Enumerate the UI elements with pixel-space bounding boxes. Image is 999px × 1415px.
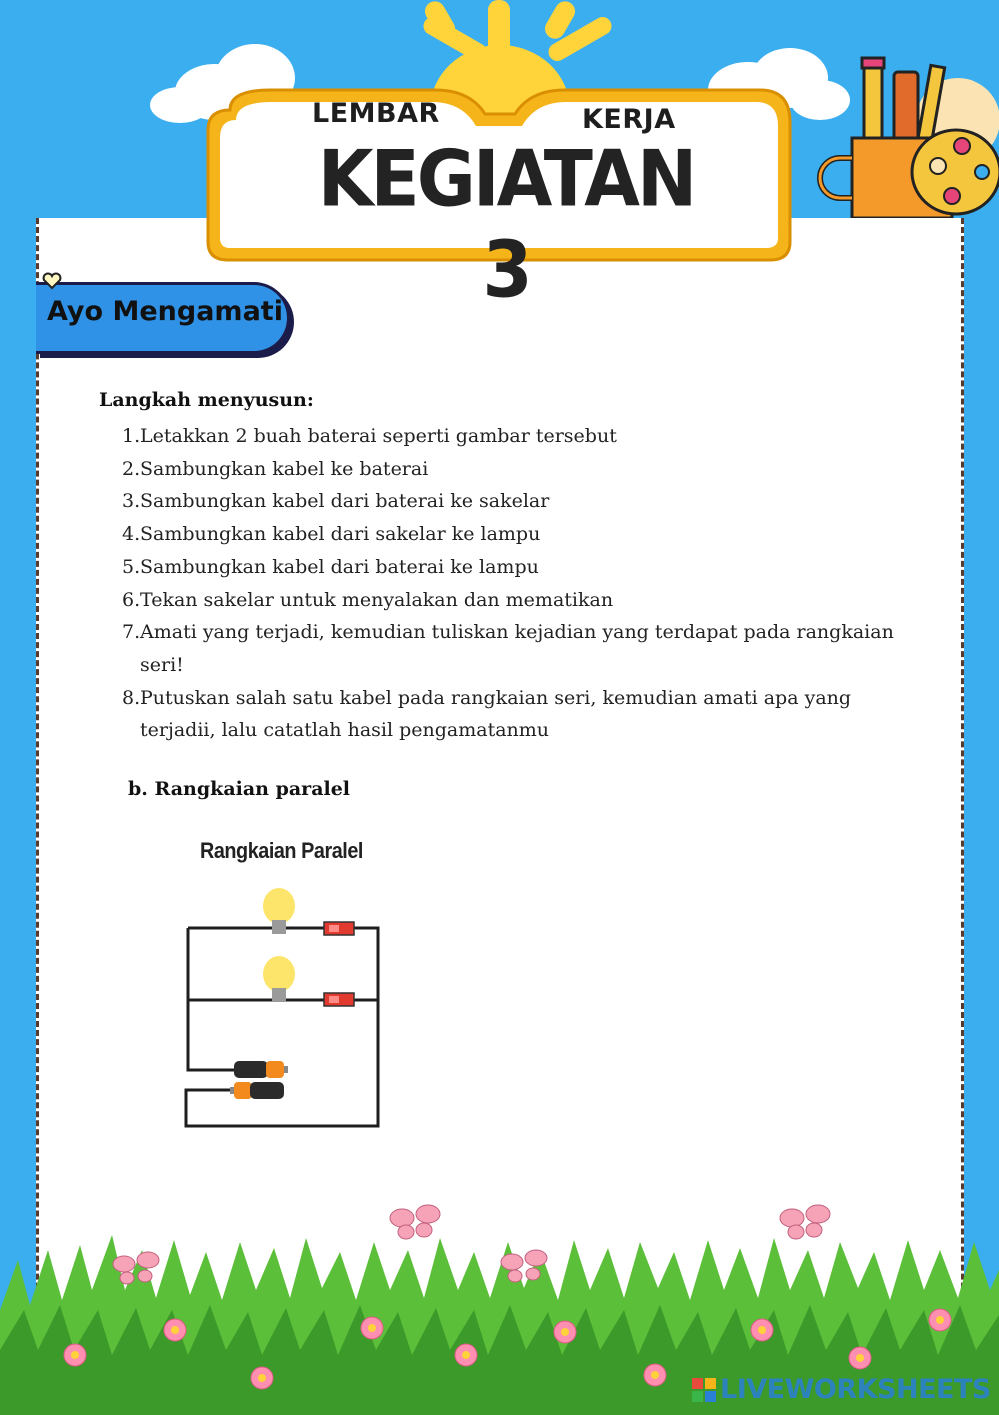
section-tab-label: Ayo Mengamati [47, 296, 283, 327]
step-text: Sambungkan kabel dari baterai ke lampu [140, 555, 539, 578]
step-text: Sambungkan kabel dari baterai ke sakelar [140, 490, 550, 513]
switch-icon [324, 993, 354, 1006]
switch-icon [324, 922, 354, 935]
header-kerja: KERJA [582, 104, 676, 135]
diagram-title: Rangkaian Paralel [200, 838, 363, 863]
step-number: 1. [122, 425, 141, 447]
parallel-heading: b. Rangkaian paralel [128, 778, 351, 800]
step-number: 3. [122, 490, 141, 513]
watermark: LIVEWORKSHEETS [720, 1374, 991, 1405]
palette-icon [912, 130, 999, 214]
steps-heading: Langkah menyusun: [99, 389, 314, 411]
page-title: KEGIATAN 3 [317, 133, 695, 315]
steps-list [122, 420, 902, 747]
parallel-circuit-diagram [178, 880, 388, 1140]
step-text: Putuskan salah satu kabel pada rangkaian seri, kemudian amati apa yang terjadii, lalu catatlah hasil pengamatanmu [140, 686, 852, 742]
list-item [122, 616, 902, 681]
watermark-logo-icon [692, 1378, 716, 1402]
list-item [122, 584, 902, 617]
step-text: Tekan sakelar untuk menyalakan dan mematikan [140, 588, 614, 611]
list-item [122, 518, 902, 551]
list-item [122, 551, 902, 584]
heart-icon [42, 272, 62, 290]
light-bulb-icon [263, 956, 295, 1002]
step-number: 8. [122, 686, 141, 709]
step-text: Sambungkan kabel dari sakelar ke lampu [140, 523, 541, 546]
list-item [122, 485, 902, 518]
step-number: 4. [122, 523, 141, 546]
step-number: 7. [122, 621, 141, 644]
step-text: Sambungkan kabel ke baterai [140, 457, 429, 480]
list-item [122, 682, 902, 747]
battery-icon [234, 1061, 288, 1078]
header-lembar: LEMBAR [312, 98, 440, 129]
step-number: 5. [122, 555, 141, 578]
step-number: 6. [122, 588, 141, 611]
step-number: 2. [122, 457, 141, 480]
list-item [122, 420, 902, 453]
battery-icon [230, 1082, 284, 1099]
list-item [122, 453, 902, 486]
step-text: Amati yang terjadi, kemudian tuliskan kejadian yang terdapat pada rangkaian seri! [140, 621, 894, 676]
step-text: Letakkan 2 buah baterai seperti gambar tersebut [140, 425, 617, 447]
